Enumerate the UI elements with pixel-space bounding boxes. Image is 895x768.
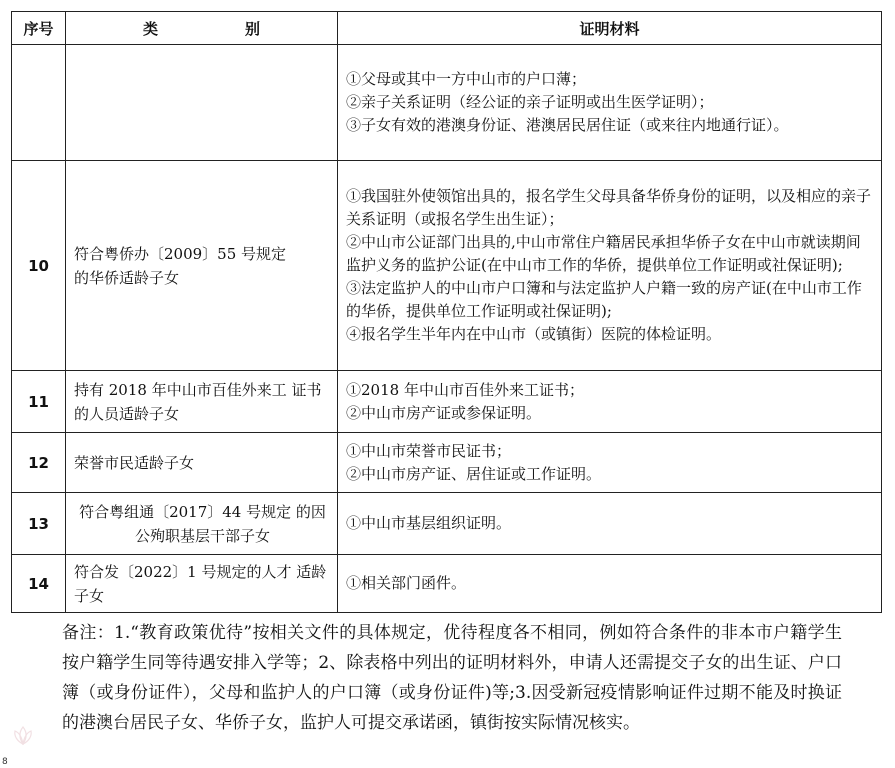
row-number: 14 [12,555,66,613]
header-category: 类 别 [66,12,338,45]
category-line: 证书的人员适龄子女 [74,380,322,423]
category-line: 适龄子女 [74,562,327,605]
material-item: ①中山市荣誉市民证书； [346,441,512,460]
table-row [12,371,882,433]
table-row [12,433,882,493]
table-row [12,161,882,371]
category-line: 的因公殉职基层干部子女 [134,502,326,545]
material-item: ②中山市公证部门出具的,中山市常住户籍居民承担华侨子女在中山市就读期间监护义务的监护公证(在中山市工作的华侨，提供单位工作证明或社保证明); [346,233,861,274]
row-materials [338,45,882,161]
row-category [66,45,338,161]
row-number: 12 [12,433,66,493]
row-category [66,555,338,613]
material-item: ①2018 年中山市百佳外来工证书； [346,380,584,399]
footnote: 备注：1.“教育政策优待”按相关文件的具体规定，优待程度各不相同，例如符合条件的非本市户籍学生按户籍学生同等待遇安排入学等；2、除表格中列出的证明材料外，申请人还需提交子女的出生证、户口簿（或身份证件），父母和监护人的户口簿（或身份证件)等;3.因受新冠疫情影响证件过期不能及时换证的港澳台居民子女、华侨子女，监护人可提交承诺函，镇街按实际情况核实。 [62,623,842,733]
material-item: ②中山市房产证、居住证或工作证明。 [346,464,602,483]
material-item: ④报名学生半年内在中山市（或镇街）医院的体检证明。 [346,325,722,343]
category-line: 符合粤组通〔2017〕44 号规定 [79,502,292,521]
row-materials [338,433,882,493]
row-number: 10 [12,161,66,371]
row-materials [338,493,882,555]
row-number [12,45,66,161]
category-line: 符合发〔2022〕1 号规定的人才 [74,562,292,581]
material-item: ①中山市基层组织证明。 [346,514,512,532]
material-item: ①相关部门函件。 [346,574,467,592]
row-number: 13 [12,493,66,555]
material-item: ③子女有效的港澳身份证、港澳居民居住证（或来往内地通行证）。 [346,116,789,134]
material-item: ①我国驻外使领馆出具的，报名学生父母具备华侨身份的证明，以及相应的亲子关系证明（或报名学生出生证）； [346,187,872,228]
table-row [12,45,882,161]
row-materials [338,371,882,433]
header-number: 序号 [12,12,66,45]
header-materials: 证明材料 [338,12,882,45]
eligibility-table [11,11,882,613]
table-header-row [12,12,882,45]
material-item: ①父母或其中一方中山市的户口薄； [346,70,587,88]
material-item: ②中山市房产证或参保证明。 [346,403,542,422]
row-category [66,493,338,555]
category-line: 荣誉市民适龄子女 [74,453,195,472]
row-category [66,161,338,371]
row-category [66,433,338,493]
row-number: 11 [12,371,66,433]
row-materials [338,555,882,613]
material-item: ③法定监护人的中山市户口簿和与法定监护人户籍一致的房产证(在中山市工作的华侨，提供单位工作证明或社保证明); [346,279,862,320]
category-line: 的华侨适龄子女 [74,268,180,287]
table-row [12,493,882,555]
table-row [12,555,882,613]
row-category [66,371,338,433]
material-item: ②亲子关系证明（经公证的亲子证明或出生医学证明）； [346,93,714,111]
category-line: 符合粤侨办〔2009〕55 号规定 [74,244,287,263]
page-number: 8 [2,757,8,767]
row-materials [338,161,882,371]
lotus-watermark-icon [10,722,36,748]
category-line: 持有 2018 年中山市百佳外来工 [74,380,287,399]
